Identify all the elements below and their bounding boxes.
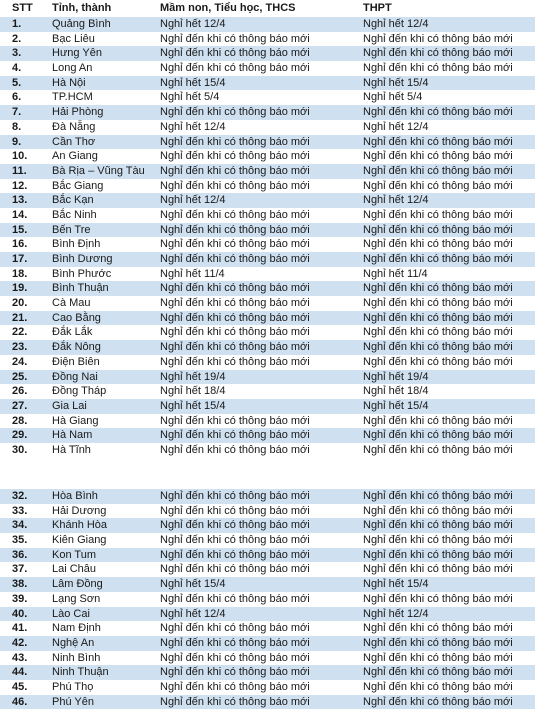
- row-province: Hải Dương: [52, 504, 107, 517]
- row-high-school: Nghỉ đến khi có thông báo mới: [363, 443, 513, 456]
- table-part-2: [0, 489, 535, 709]
- row-province: Quảng Bình: [52, 18, 111, 30]
- row-primary: Nghỉ đến khi có thông báo mới: [160, 208, 310, 221]
- row-high-school: Nghỉ hết 15/4: [363, 399, 429, 412]
- row-stt: 3.: [12, 47, 22, 60]
- row-stt: 1.: [12, 18, 22, 30]
- row-primary: Nghỉ đến khi có thông báo mới: [160, 592, 310, 605]
- row-primary: Nghỉ đến khi có thông báo mới: [160, 106, 310, 119]
- row-province: Bến Tre: [52, 223, 91, 236]
- table-row: [0, 311, 535, 326]
- row-province: Hà Giang: [52, 414, 99, 427]
- row-stt: 18.: [12, 267, 28, 280]
- table-row: [0, 621, 535, 636]
- row-stt: 19.: [12, 282, 28, 295]
- row-primary: Nghỉ đến khi có thông báo mới: [160, 135, 310, 148]
- row-province: Đồng Nai: [52, 370, 98, 383]
- row-province: Hòa Bình: [52, 490, 98, 502]
- row-province: An Giang: [52, 150, 98, 163]
- table-row: [0, 120, 535, 135]
- row-stt: 39.: [12, 592, 28, 605]
- row-primary: Nghỉ hết 19/4: [160, 370, 226, 383]
- row-high-school: Nghỉ đến khi có thông báo mới: [363, 636, 513, 649]
- row-primary: Nghỉ hết 15/4: [160, 399, 226, 412]
- row-stt: 30.: [12, 443, 28, 456]
- row-stt: 6.: [12, 91, 22, 104]
- row-province: Nam Định: [52, 622, 101, 635]
- row-stt: 37.: [12, 563, 28, 576]
- row-primary: Nghỉ đến khi có thông báo mới: [160, 223, 310, 236]
- row-stt: 43.: [12, 651, 28, 664]
- row-primary: Nghỉ đến khi có thông báo mới: [160, 548, 310, 561]
- row-primary: Nghỉ đến khi có thông báo mới: [160, 504, 310, 517]
- row-high-school: Nghỉ đến khi có thông báo mới: [363, 651, 513, 664]
- row-province: Cần Thơ: [52, 135, 96, 148]
- row-province: Bình Định: [52, 238, 101, 251]
- row-high-school: Nghỉ đến khi có thông báo mới: [363, 311, 513, 324]
- row-high-school: Nghỉ đến khi có thông báo mới: [363, 223, 513, 236]
- row-stt: 44.: [12, 666, 28, 679]
- row-stt: 10.: [12, 150, 28, 163]
- row-province: Phú Thọ: [52, 680, 94, 693]
- table-row: [0, 636, 535, 651]
- table-header: [0, 0, 535, 17]
- row-province: Khánh Hòa: [52, 519, 108, 532]
- row-high-school: Nghỉ đến khi có thông báo mới: [363, 592, 513, 605]
- row-primary: Nghỉ hết 12/4: [160, 607, 226, 620]
- row-stt: 25.: [12, 370, 28, 383]
- row-high-school: Nghỉ đến khi có thông báo mới: [363, 695, 513, 708]
- row-province: Đồng Tháp: [52, 385, 107, 398]
- row-stt: 36.: [12, 548, 28, 561]
- row-primary: Nghỉ đến khi có thông báo mới: [160, 695, 310, 708]
- row-high-school: Nghỉ đến khi có thông báo mới: [363, 238, 513, 251]
- row-province: Đắk Lắk: [52, 326, 93, 339]
- table-row: [0, 577, 535, 592]
- row-high-school: Nghỉ đến khi có thông báo mới: [363, 106, 513, 119]
- row-stt: 22.: [12, 326, 28, 339]
- row-primary: Nghỉ đến khi có thông báo mới: [160, 164, 310, 177]
- row-province: Ninh Thuận: [52, 666, 109, 679]
- row-province: Lai Châu: [52, 563, 97, 576]
- table-row: [0, 237, 535, 252]
- table-row: [0, 149, 535, 164]
- row-province: Kon Tum: [52, 548, 97, 561]
- row-primary: Nghỉ hết 18/4: [160, 385, 226, 398]
- row-high-school: Nghỉ hết 12/4: [363, 194, 429, 207]
- row-high-school: Nghỉ hết 12/4: [363, 607, 429, 620]
- row-province: Nghệ An: [52, 636, 95, 649]
- row-high-school: Nghỉ đến khi có thông báo mới: [363, 179, 513, 192]
- row-province: Kiên Giang: [52, 534, 107, 547]
- row-high-school: Nghỉ đến khi có thông báo mới: [363, 326, 513, 339]
- table-row: [0, 680, 535, 695]
- row-province: Hưng Yên: [52, 47, 102, 60]
- row-province: Cà Mau: [52, 297, 91, 310]
- table-row: [0, 61, 535, 76]
- row-province: Bình Dương: [52, 253, 113, 265]
- table-row: [0, 651, 535, 666]
- row-primary: Nghỉ hết 12/4: [160, 120, 226, 133]
- row-primary: Nghỉ đến khi có thông báo mới: [160, 32, 310, 45]
- row-high-school: Nghỉ đến khi có thông báo mới: [363, 297, 513, 310]
- table-row: [0, 607, 535, 622]
- table-row: [0, 76, 535, 91]
- row-province: Ninh Bình: [52, 651, 101, 664]
- table-row: [0, 414, 535, 429]
- row-primary: Nghỉ đến khi có thông báo mới: [160, 47, 310, 60]
- row-province: Bạc Liêu: [52, 32, 95, 45]
- row-stt: 35.: [12, 534, 28, 547]
- row-high-school: Nghỉ hết 12/4: [363, 18, 429, 30]
- row-stt: 11.: [12, 164, 27, 177]
- row-high-school: Nghỉ đến khi có thông báo mới: [363, 504, 513, 517]
- table-row: [0, 135, 535, 150]
- header-province: Tỉnh, thành: [52, 2, 112, 14]
- row-primary: Nghỉ đến khi có thông báo mới: [160, 490, 310, 502]
- row-stt: 7.: [12, 106, 22, 119]
- table-row: [0, 562, 535, 577]
- row-province: Lào Cai: [52, 607, 90, 620]
- row-stt: 45.: [12, 680, 28, 693]
- table-row: [0, 17, 535, 32]
- row-province: TP.HCM: [52, 91, 93, 104]
- row-high-school: Nghỉ đến khi có thông báo mới: [363, 62, 513, 75]
- row-high-school: Nghỉ đến khi có thông báo mới: [363, 429, 513, 442]
- row-stt: 40.: [12, 607, 28, 620]
- table-row: [0, 296, 535, 311]
- row-primary: Nghỉ đến khi có thông báo mới: [160, 311, 310, 324]
- table-row: [0, 281, 535, 296]
- row-stt: 20.: [12, 297, 28, 310]
- row-province: Bắc Kạn: [52, 194, 94, 207]
- row-primary: Nghỉ đến khi có thông báo mới: [160, 62, 310, 75]
- row-province: Đà Nẵng: [52, 120, 96, 133]
- table-row: [0, 223, 535, 238]
- table-row: [0, 267, 535, 282]
- header-primary: Mầm non, Tiểu học, THCS: [160, 2, 296, 14]
- row-high-school: Nghỉ đến khi có thông báo mới: [363, 282, 513, 295]
- row-high-school: Nghỉ hết 11/4: [363, 267, 428, 280]
- row-primary: Nghỉ đến khi có thông báo mới: [160, 636, 310, 649]
- row-primary: Nghỉ hết 12/4: [160, 18, 226, 30]
- row-primary: Nghỉ đến khi có thông báo mới: [160, 179, 310, 192]
- row-province: Lâm Đồng: [52, 578, 103, 591]
- row-primary: Nghỉ đến khi có thông báo mới: [160, 622, 310, 635]
- table-row: [0, 399, 535, 414]
- row-province: Hà Tĩnh: [52, 443, 91, 456]
- row-high-school: Nghỉ đến khi có thông báo mới: [363, 355, 513, 368]
- row-stt: 28.: [12, 414, 28, 427]
- row-province: Bắc Ninh: [52, 208, 97, 221]
- row-primary: Nghỉ đến khi có thông báo mới: [160, 238, 310, 251]
- row-stt: 21.: [12, 311, 28, 324]
- row-primary: Nghỉ đến khi có thông báo mới: [160, 355, 310, 368]
- row-primary: Nghỉ hết 12/4: [160, 194, 226, 207]
- row-stt: 27.: [12, 399, 28, 412]
- table-row: [0, 32, 535, 47]
- table-row: [0, 208, 535, 223]
- row-province: Bà Rịa – Vũng Tàu: [52, 164, 145, 177]
- row-high-school: Nghỉ đến khi có thông báo mới: [363, 680, 513, 693]
- row-primary: Nghỉ đến khi có thông báo mới: [160, 282, 310, 295]
- row-high-school: Nghỉ hết 5/4: [363, 91, 423, 104]
- table-row: [0, 325, 535, 340]
- row-high-school: Nghỉ đến khi có thông báo mới: [363, 490, 513, 502]
- row-primary: Nghỉ đến khi có thông báo mới: [160, 519, 310, 532]
- row-primary: Nghỉ đến khi có thông báo mới: [160, 680, 310, 693]
- row-high-school: Nghỉ hết 15/4: [363, 578, 429, 591]
- header-high-school: THPT: [363, 2, 392, 14]
- row-province: Bình Phước: [52, 267, 112, 280]
- row-province: Đắk Nông: [52, 341, 101, 354]
- row-province: Hà Nội: [52, 76, 86, 89]
- table-row: [0, 355, 535, 370]
- row-primary: Nghỉ đến khi có thông báo mới: [160, 429, 310, 442]
- table-row: [0, 533, 535, 548]
- row-stt: 46.: [12, 695, 28, 708]
- row-province: Hải Phòng: [52, 106, 104, 119]
- row-high-school: Nghỉ đến khi có thông báo mới: [363, 47, 513, 60]
- row-high-school: Nghỉ đến khi có thông báo mới: [363, 563, 513, 576]
- row-high-school: Nghỉ hết 19/4: [363, 370, 429, 383]
- row-primary: Nghỉ đến khi có thông báo mới: [160, 341, 310, 354]
- row-stt: 29.: [12, 429, 28, 442]
- row-province: Bắc Giang: [52, 179, 104, 192]
- table-row: [0, 46, 535, 61]
- row-stt: 26.: [12, 385, 28, 398]
- table-row: [0, 105, 535, 120]
- row-stt: 33.: [12, 504, 28, 517]
- row-high-school: Nghỉ đến khi có thông báo mới: [363, 208, 513, 221]
- row-primary: Nghỉ hết 15/4: [160, 76, 226, 89]
- row-high-school: Nghỉ đến khi có thông báo mới: [363, 519, 513, 532]
- row-high-school: Nghỉ đến khi có thông báo mới: [363, 135, 513, 148]
- table-row: [0, 90, 535, 105]
- table-row: [0, 504, 535, 519]
- row-primary: Nghỉ hết 5/4: [160, 91, 220, 104]
- row-high-school: Nghỉ hết 15/4: [363, 76, 429, 89]
- row-stt: 2.: [12, 32, 22, 45]
- row-primary: Nghỉ đến khi có thông báo mới: [160, 297, 310, 310]
- table-row: [0, 443, 535, 458]
- row-primary: Nghỉ đến khi có thông báo mới: [160, 414, 310, 427]
- row-high-school: Nghỉ đến khi có thông báo mới: [363, 253, 513, 265]
- row-stt: 13.: [12, 194, 28, 207]
- row-primary: Nghỉ đến khi có thông báo mới: [160, 563, 310, 576]
- row-high-school: Nghỉ đến khi có thông báo mới: [363, 32, 513, 45]
- row-stt: 12.: [12, 179, 28, 192]
- row-primary: Nghỉ hết 15/4: [160, 578, 226, 591]
- row-province: Cao Bằng: [52, 311, 101, 324]
- row-province: Điện Biên: [52, 355, 100, 368]
- table-row: [0, 252, 535, 267]
- row-stt: 15.: [12, 223, 28, 236]
- table-row: [0, 340, 535, 355]
- row-primary: Nghỉ đến khi có thông báo mới: [160, 651, 310, 664]
- row-province: Phú Yên: [52, 695, 95, 708]
- row-stt: 4.: [12, 62, 22, 75]
- page-break: [0, 460, 535, 488]
- row-stt: 14.: [12, 208, 28, 221]
- row-high-school: Nghỉ đến khi có thông báo mới: [363, 414, 513, 427]
- table-row: [0, 548, 535, 563]
- table-row: [0, 428, 535, 443]
- row-stt: 42.: [12, 636, 28, 649]
- row-stt: 34.: [12, 519, 28, 532]
- row-primary: Nghỉ đến khi có thông báo mới: [160, 150, 310, 163]
- row-primary: Nghỉ đến khi có thông báo mới: [160, 666, 310, 679]
- row-stt: 17.: [12, 253, 28, 265]
- row-province: Long An: [52, 62, 93, 75]
- row-high-school: Nghỉ đến khi có thông báo mới: [363, 548, 513, 561]
- table-row: [0, 164, 535, 179]
- row-stt: 16.: [12, 238, 28, 251]
- row-stt: 38.: [12, 578, 28, 591]
- table-row: [0, 193, 535, 208]
- row-high-school: Nghỉ đến khi có thông báo mới: [363, 622, 513, 635]
- table-part-1: [0, 17, 535, 458]
- row-province: Hà Nam: [52, 429, 93, 442]
- row-high-school: Nghỉ đến khi có thông báo mới: [363, 150, 513, 163]
- row-stt: 24.: [12, 355, 28, 368]
- row-primary: Nghỉ hết 11/4: [160, 267, 225, 280]
- row-stt: 5.: [12, 76, 22, 89]
- row-high-school: Nghỉ hết 18/4: [363, 385, 429, 398]
- row-stt: 32.: [12, 490, 28, 502]
- table-row: [0, 592, 535, 607]
- table-row: [0, 518, 535, 533]
- table-row: [0, 179, 535, 194]
- row-high-school: Nghỉ đến khi có thông báo mới: [363, 534, 513, 547]
- table-row: [0, 695, 535, 710]
- row-province: Bình Thuận: [52, 282, 109, 295]
- row-province: Lạng Sơn: [52, 592, 101, 605]
- row-primary: Nghỉ đến khi có thông báo mới: [160, 534, 310, 547]
- table-row: [0, 370, 535, 385]
- row-primary: Nghỉ đến khi có thông báo mới: [160, 326, 310, 339]
- row-stt: 9.: [12, 135, 22, 148]
- table-row: [0, 665, 535, 680]
- row-stt: 8.: [12, 120, 22, 133]
- row-high-school: Nghỉ đến khi có thông báo mới: [363, 164, 513, 177]
- header-stt: STT: [12, 2, 33, 14]
- row-high-school: Nghỉ đến khi có thông báo mới: [363, 341, 513, 354]
- table-row: [0, 384, 535, 399]
- row-stt: 41.: [12, 622, 28, 635]
- row-primary: Nghỉ đến khi có thông báo mới: [160, 253, 310, 265]
- row-province: Gia Lai: [52, 399, 87, 412]
- table-row: [0, 489, 535, 504]
- row-high-school: Nghỉ đến khi có thông báo mới: [363, 666, 513, 679]
- row-high-school: Nghỉ hết 12/4: [363, 120, 429, 133]
- row-primary: Nghỉ đến khi có thông báo mới: [160, 443, 310, 456]
- row-stt: 23.: [12, 341, 28, 354]
